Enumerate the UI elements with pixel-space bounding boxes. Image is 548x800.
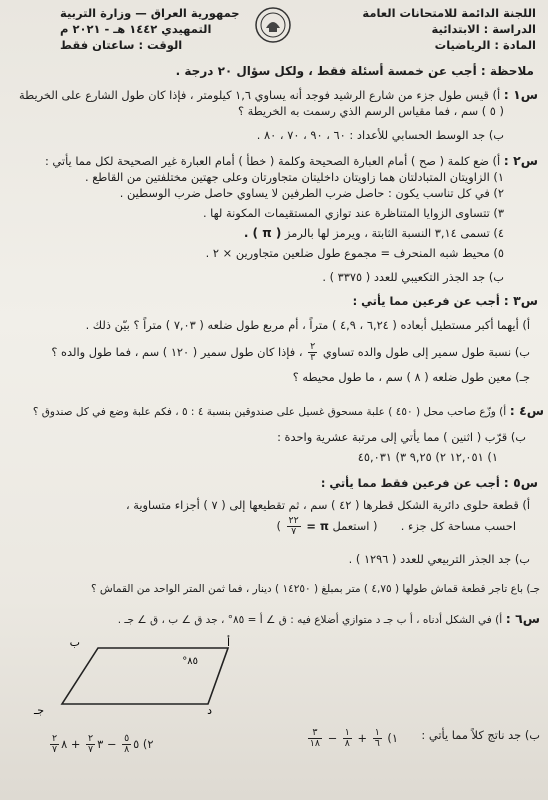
q5-a-line1: أ) قطعة حلوى دائرية الشكل قطرها ( ٤٢ ) سم ، ثم تقطيعها إلى ( ٧ ) أجزاء متساوية ، xyxy=(125,498,530,512)
q4-numbers: ١) ١٢,٠٥١ ٢) ٩,٢٥ ٣) ٤٥,٠٣١ xyxy=(357,450,498,464)
q5-b: ب) جد الجذر التربيعي للعدد ( ١٢٩٦ ) . xyxy=(348,552,530,566)
pi-equals: π = xyxy=(306,519,329,533)
fraction-denominator: ٧ xyxy=(88,744,94,755)
q3-b-text2: ، فإذا كان طول سمير ( ١٢٠ ) سم ، فما طول والده ؟ xyxy=(51,345,303,359)
q5-use-pi: ( استعمل xyxy=(332,519,378,533)
vertex-c: جـ xyxy=(33,704,44,717)
expr2-label: ٢) xyxy=(142,737,154,751)
exam-time: الوقت : ساعتان فقط xyxy=(60,38,183,52)
fraction-denominator: ٨ xyxy=(124,744,130,755)
exam-note: ملاحظة : أجب عن خمسة أسئلة فقط ، ولكل سؤال ٢٠ درجة . xyxy=(175,64,534,78)
q6-a-text: أ) في الشكل أدناه ، أ ب جـ د متوازي أضلاع فيه : ق ∠ أ = ٨٥° ، جد ق ∠ ب ، ق ∠ جـ . xyxy=(117,614,503,626)
pi-symbol: ( π ) . xyxy=(243,226,282,240)
fraction xyxy=(373,728,382,749)
fraction-numerator: ٢ xyxy=(88,733,94,744)
plus-sign: + xyxy=(357,731,368,745)
fraction xyxy=(50,734,59,755)
subject: المادة : الرياضيات xyxy=(434,38,536,52)
exam-year: التمهيدي ١٤٤٢ هـ - ٢٠٢١ م xyxy=(60,22,212,36)
q2-item-4-text: ٤) تسمى ٣,١٤ النسبة الثابتة ، ويرمز لها بالرمز xyxy=(285,226,504,240)
q4-part-a xyxy=(33,404,544,419)
q5-c: جـ) باع تاجر قطعة قماش طولها ( ٤,٧٥ ) متر بمبلغ ( ١٤٢٥٠ ) دينار ، فما ثمن المتر الواحد من القماش ؟ xyxy=(90,583,540,595)
q5-intro: أجب عن فرعين فقط مما يأتي : xyxy=(320,476,500,490)
q2-b: ب) جد الجذر التكعيبي للعدد ( ٣٣٧٥ ) . xyxy=(322,270,504,284)
fraction-denominator: ٦ xyxy=(374,738,380,749)
q3-header xyxy=(353,294,538,308)
fraction-numerator: ٢ xyxy=(52,733,58,744)
expr1-label: ١) xyxy=(387,731,398,745)
q2-item-4 xyxy=(244,226,504,240)
fraction-numerator: ٢٢ xyxy=(288,515,299,526)
whole-number: ٣ xyxy=(97,737,104,751)
q2-item-2: ٢) في كل تناسب يكون : حاصل ضرب الطرفين لا يساوي حاصل ضرب الوسطين . xyxy=(119,186,504,200)
fraction-numerator: ٣ xyxy=(308,728,322,739)
q4-a-text: أ) وزّع صاحب محل ( ٤٥٠ ) علبة مسحوق غسيل على صندوقين بنسبة ٤ : ٥ ، فكم علبة وضع في كل صندوق ؟ xyxy=(32,406,507,418)
fraction xyxy=(122,734,131,755)
q3-ratio-fraction xyxy=(308,342,317,363)
q1-part-a-line1 xyxy=(19,88,538,102)
angle-label: ٨٥° xyxy=(182,656,198,667)
parallelogram-shape xyxy=(62,648,228,704)
q5-a-text: احسب مساحة كل جزء . xyxy=(400,519,516,533)
q2-item-5: ٥) محيط شبه المنحرف = مجموع طول ضلعين متجاورين × ٢ . xyxy=(205,246,504,260)
close-paren: ) xyxy=(276,519,281,533)
q5-header xyxy=(321,476,538,490)
q6-label: س٦ : xyxy=(505,611,540,626)
q4-label: س٤ : xyxy=(509,403,544,418)
fraction xyxy=(343,728,352,749)
fraction xyxy=(308,728,322,749)
q6-expression-1 xyxy=(306,728,398,749)
fraction-numerator: ١ xyxy=(374,727,380,738)
q6-part-a xyxy=(118,612,540,627)
fraction-numerator: ٥ xyxy=(124,733,130,744)
fraction-denominator: ٣ xyxy=(310,352,316,363)
q3-c: جـ) معين طول ضلعه ( ٨ ) سم ، ما طول محيطه ؟ xyxy=(292,370,530,384)
q6-expression-2 xyxy=(48,734,154,755)
q2-item-1: ١) الزاويتان المتبادلتان هما زاويتان داخليتان متجاورتان وعلى جهتين مختلفتين من القاطع . xyxy=(85,170,504,184)
q2-label: س٢ : xyxy=(503,153,538,168)
vertex-d: د xyxy=(207,704,212,717)
vertex-b: ب xyxy=(69,636,80,649)
fraction-denominator: ١٨ xyxy=(309,738,320,749)
fraction-denominator: ٧ xyxy=(291,526,297,537)
country-ministry: جمهورية العراق — وزارة التربية xyxy=(60,6,240,20)
q3-a: أ) أيهما أكبر مستطيل أبعاده ( ٦,٢٤ ، ٤,٩ ) متراً ، أم مربع طول ضلعه ( ٧,٠٣ ) متراً ؟ بيّن ذلك . xyxy=(85,318,530,332)
q3-b xyxy=(51,342,530,363)
q5-label: س٥ : xyxy=(503,475,538,490)
q1-b: ب) جد الوسط الحسابي للأعداد : ٦٠ ، ٩٠ ، ٧٠ ، ٨٠ . xyxy=(256,128,504,142)
minus-sign: − xyxy=(327,731,338,745)
committee-title: اللجنة الدائمة للامتحانات العامة xyxy=(362,6,536,20)
vertex-a: أ xyxy=(226,636,230,649)
q2-item-3: ٣) تتساوى الزوايا المتناظرة عند توازي المستقيمات المكونة لها . xyxy=(202,206,504,220)
q5-a-line2 xyxy=(276,516,516,537)
study-level: الدراسة : الابتدائية xyxy=(431,22,536,36)
whole-number: ٨ xyxy=(61,737,68,751)
parallelogram-diagram xyxy=(33,636,240,717)
q3-label: س٣ : xyxy=(503,293,538,308)
q1-a-line2: ( ٥ ) سم ، فما مقياس الرسم الذي رسمت به الخريطة ؟ xyxy=(237,104,504,118)
q6-b: ب) جد ناتج كلاً مما يأتي : xyxy=(421,728,540,742)
plus-sign: + xyxy=(70,737,81,751)
ministry-seal-icon xyxy=(254,6,292,44)
fraction-denominator: ٨ xyxy=(344,738,350,749)
whole-number: ٥ xyxy=(133,737,140,751)
q4-b: ب) قرّب ( اثنين ) مما يأتي إلى مرتبة عشرية واحدة : xyxy=(277,430,526,444)
q2-part-a xyxy=(45,154,538,168)
q3-b-text1: ب) نسبة طول سمير إلى طول والده تساوي xyxy=(322,345,530,359)
q2-a-text: أ) ضع كلمة ( صح ) أمام العبارة الصحيحة وكلمة ( خطأ ) أمام العبارة غير الصحيحة لكل مما يأتي : xyxy=(44,154,501,168)
fraction-numerator: ٢ xyxy=(310,341,316,352)
minus-sign: − xyxy=(106,737,117,751)
fraction-numerator: ١ xyxy=(344,727,350,738)
pi-fraction xyxy=(287,516,301,537)
q3-intro: أجب عن فرعين مما يأتي : xyxy=(352,294,500,308)
fraction-denominator: ٧ xyxy=(52,744,58,755)
q1-label: س١ : xyxy=(503,87,538,102)
fraction xyxy=(86,734,95,755)
q1-a-text: أ) قيس طول جزء من شارع الرشيد فوجد أنه يساوي ١,٦ كيلومتر ، فإذا كان طول الشارع على الخريطة xyxy=(19,88,501,102)
